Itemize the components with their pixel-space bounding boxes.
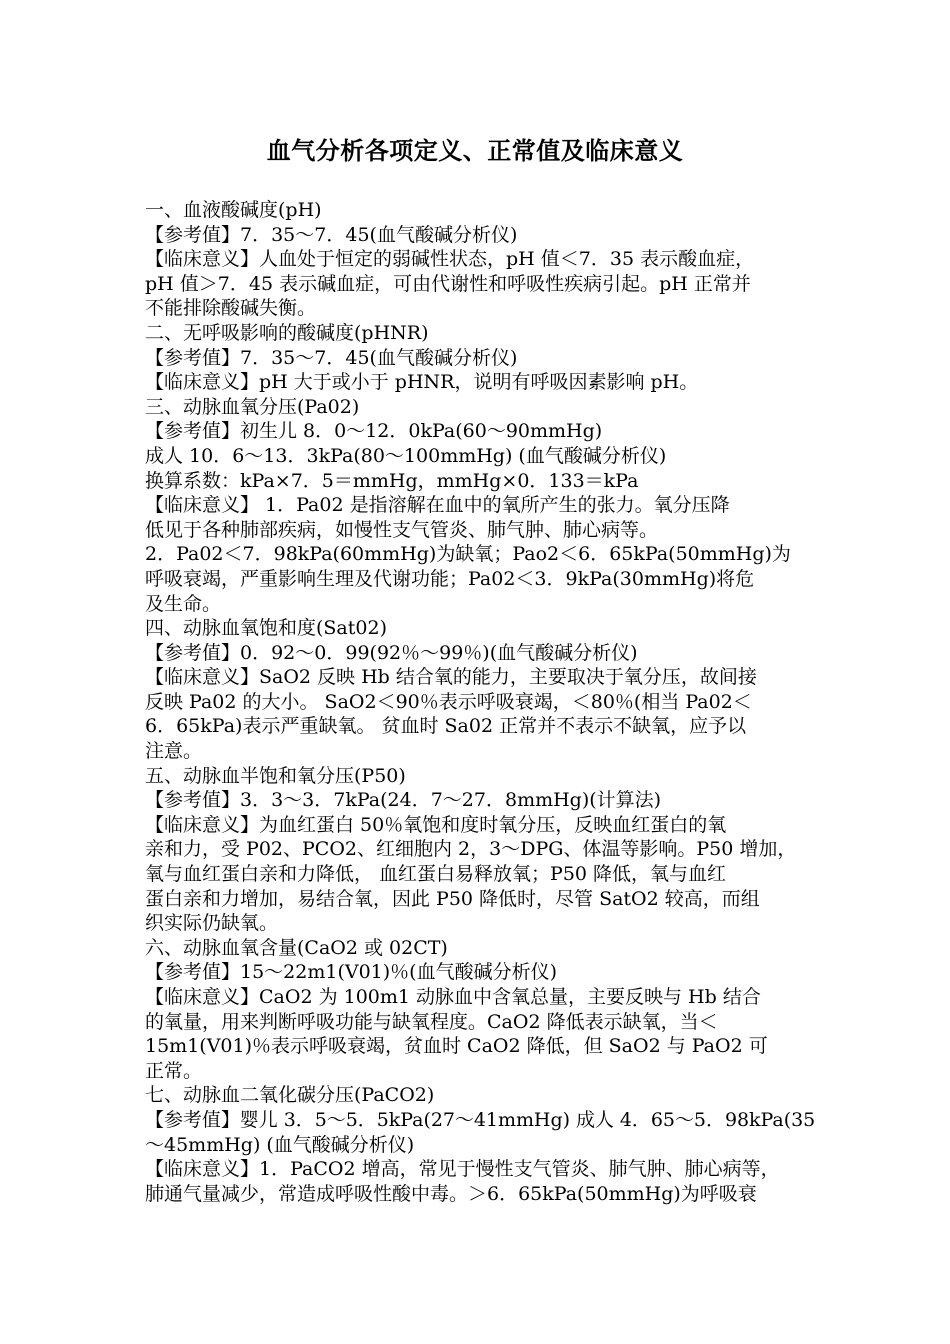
text-line: 三、动脉血氧分压(Pa02) bbox=[145, 395, 360, 418]
text-line: 2．Pa02＜7．98kPa(60mmHg)为缺氧；Pao2＜6．65kPa(50mmHg)为 bbox=[145, 543, 791, 566]
text-line: 及生命。 bbox=[145, 592, 222, 615]
text-line: 15m1(V01)％表示呼吸衰竭，贫血时 CaO2 降低，但 SaO2 与 PaO2 可 bbox=[145, 1035, 768, 1058]
text-line: 【临床意义】为血红蛋白 50％氧饱和度时氧分压，反映血红蛋白的氧 bbox=[145, 813, 727, 836]
text-line: 不能排除酸碱失衡。 bbox=[145, 297, 317, 320]
text-line: 六、动脉血氧含量(CaO2 或 02CT) bbox=[145, 936, 448, 959]
text-line: 【参考值】15～22m1(V01)％(血气酸碱分析仪) bbox=[145, 961, 558, 984]
text-line: 【参考值】初生儿 8．0～12．0kPa(60～90mmHg) bbox=[145, 420, 603, 443]
text-line: 氧与血红蛋白亲和力降低， 血红蛋白易释放氧；P50 降低，氧与血红 bbox=[145, 863, 727, 886]
text-line: 换算系数：kPa×7．5＝mmHg，mmHg×0．133＝kPa bbox=[145, 469, 639, 492]
text-line: 亲和力，受 P02、PCO2、红细胞内 2，3～DPG、体温等影响。P50 增加， bbox=[145, 838, 797, 861]
text-line: 呼吸衰竭，严重影响生理及代谢功能；Pa02＜3．9kPa(30mmHg)将危 bbox=[145, 567, 755, 590]
text-line: 一、血液酸碱度(pH) bbox=[145, 199, 322, 221]
text-line: 成人 10．6～13．3kPa(80～100mmHg) (血气酸碱分析仪) bbox=[145, 444, 667, 467]
document-title: 血气分析各项定义、正常值及临床意义 bbox=[266, 136, 684, 165]
text-line: 【临床意义】CaO2 为 100m1 动脉血中含氧总量，主要反映与 Hb 结合 bbox=[145, 986, 761, 1008]
document-body bbox=[145, 198, 815, 1206]
text-line: 注意。 bbox=[145, 740, 203, 763]
text-line: 【临床意义】 1．Pa02 是指溶解在血中的氧所产生的张力。氧分压降 bbox=[145, 494, 730, 517]
text-line: pH 值＞7．45 表示碱血症，可由代谢性和呼吸性疾病引起。pH 正常并 bbox=[145, 272, 751, 295]
text-line: ～45mmHg) (血气酸碱分析仪) bbox=[145, 1133, 415, 1156]
text-line: 七、动脉血二氧化碳分压(PaCO2) bbox=[145, 1084, 435, 1107]
text-line: 五、动脉血半饱和氧分压(P50) bbox=[145, 764, 406, 787]
text-line: 蛋白亲和力增加，易结合氧，因此 P50 降低时，尽管 SatO2 较高，而组 bbox=[145, 887, 760, 910]
text-line: 四、动脉血氧饱和度(Sat02) bbox=[145, 617, 387, 640]
text-line: 织实际仍缺氧。 bbox=[145, 912, 279, 935]
text-line: 的氧量，用来判断呼吸功能与缺氧程度。CaO2 降低表示缺氧，当＜ bbox=[145, 1010, 718, 1033]
text-line: 【参考值】7．35～7．45(血气酸碱分析仪) bbox=[145, 223, 518, 246]
text-line: 肺通气量减少，常造成呼吸性酸中毒。＞6．65kPa(50mmHg)为呼吸衰 bbox=[145, 1182, 757, 1205]
text-line: 【参考值】7．35～7．45(血气酸碱分析仪) bbox=[145, 346, 518, 369]
text-line: 反映 Pa02 的大小。 SaO2＜90％表示呼吸衰竭，＜80％(相当 Pa02＜ bbox=[145, 690, 752, 713]
text-line: 【临床意义】人血处于恒定的弱碱性状态，pH 值＜7．35 表示酸血症， bbox=[145, 248, 755, 271]
text-line: 【临床意义】pH 大于或小于 pHNR，说明有呼吸因素影响 pH。 bbox=[145, 371, 699, 394]
text-line: 【参考值】3．3～3．7kPa(24．7～27．8mmHg)(计算法) bbox=[145, 789, 662, 812]
text-line: 低见于各种肺部疾病，如慢性支气管炎、肺气肿、肺心病等。 bbox=[145, 518, 659, 541]
text-line: 二、无呼吸影响的酸碱度(pHNR) bbox=[145, 321, 429, 344]
text-line: 6．65kPa)表示严重缺氧。 贫血时 Sa02 正常并不表示不缺氧，应予以 bbox=[145, 715, 747, 738]
text-line: 【参考值】0．92～0．99(92％～99％)(血气酸碱分析仪) bbox=[145, 641, 638, 664]
text-line: 【临床意义】1．PaCO2 增高，常见于慢性支气管炎、肺气肿、肺心病等， bbox=[145, 1158, 780, 1181]
text-line: 【参考值】婴儿 3．5～5．5kPa(27～41mmHg) 成人 4．65～5．98kPa(35 bbox=[145, 1108, 816, 1131]
text-line: 【临床意义】SaO2 反映 Hb 结合氧的能力，主要取决于氧分压，故间接 bbox=[145, 666, 757, 689]
text-line: 正常。 bbox=[145, 1059, 203, 1082]
